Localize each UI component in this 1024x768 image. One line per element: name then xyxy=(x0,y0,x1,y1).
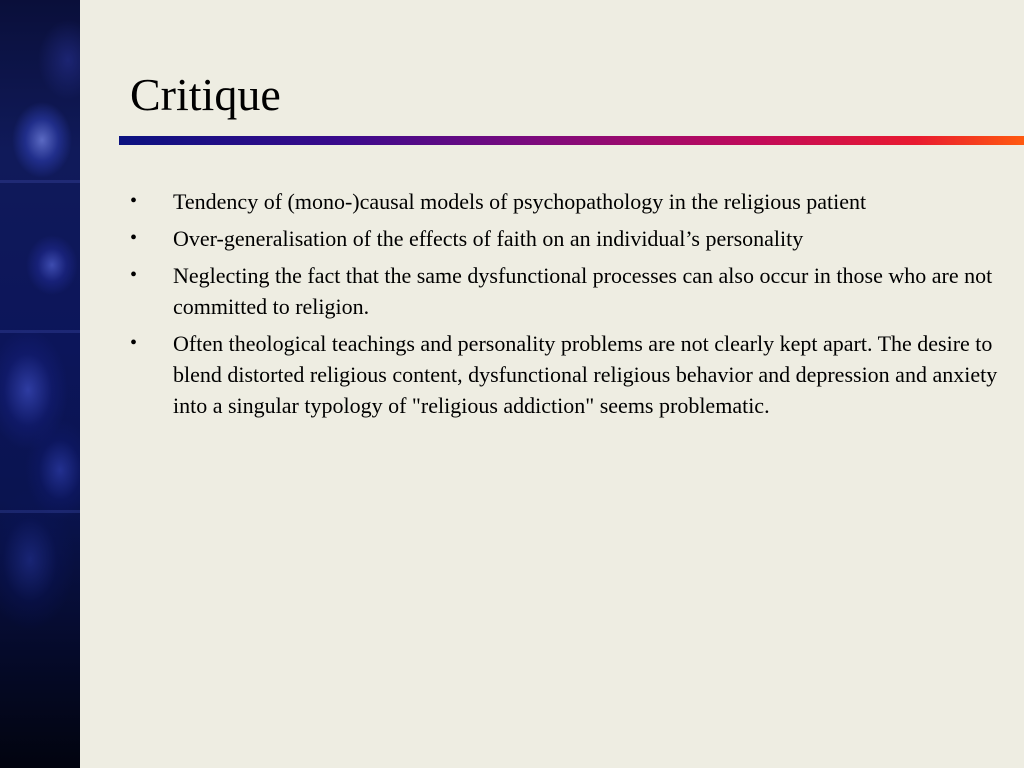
bullet-item xyxy=(130,260,1000,322)
bullet-item xyxy=(130,328,1000,421)
slide-title: Critique xyxy=(130,69,281,120)
bullet-item xyxy=(130,186,1000,217)
bullet-text: Over-generalisation of the effects of faith on an individual’s personality xyxy=(173,226,804,251)
decorative-side-image xyxy=(0,0,80,768)
bullet-item xyxy=(130,223,1000,254)
image-streak xyxy=(0,510,80,513)
bullet-text: Tendency of (mono-)causal models of psychopathology in the religious patient xyxy=(173,189,867,214)
bullet-text: Often theological teachings and personality problems are not clearly kept apart. The desire to blend distorted religious content, dysfunctional religious behavior and depression and anxiety into a singular typology of "religious addiction" seems problematic. xyxy=(173,331,998,418)
bullet-list xyxy=(130,186,1000,427)
image-streak xyxy=(0,330,80,333)
image-streak xyxy=(0,180,80,183)
title-gradient-bar xyxy=(119,136,1024,145)
bullet-icon: • xyxy=(130,264,138,286)
bullet-icon: • xyxy=(130,227,138,249)
bullet-icon: • xyxy=(130,332,138,354)
bullet-icon: • xyxy=(130,190,138,212)
bullet-text: Neglecting the fact that the same dysfunctional processes can also occur in those who are not committed to religion. xyxy=(173,263,993,319)
